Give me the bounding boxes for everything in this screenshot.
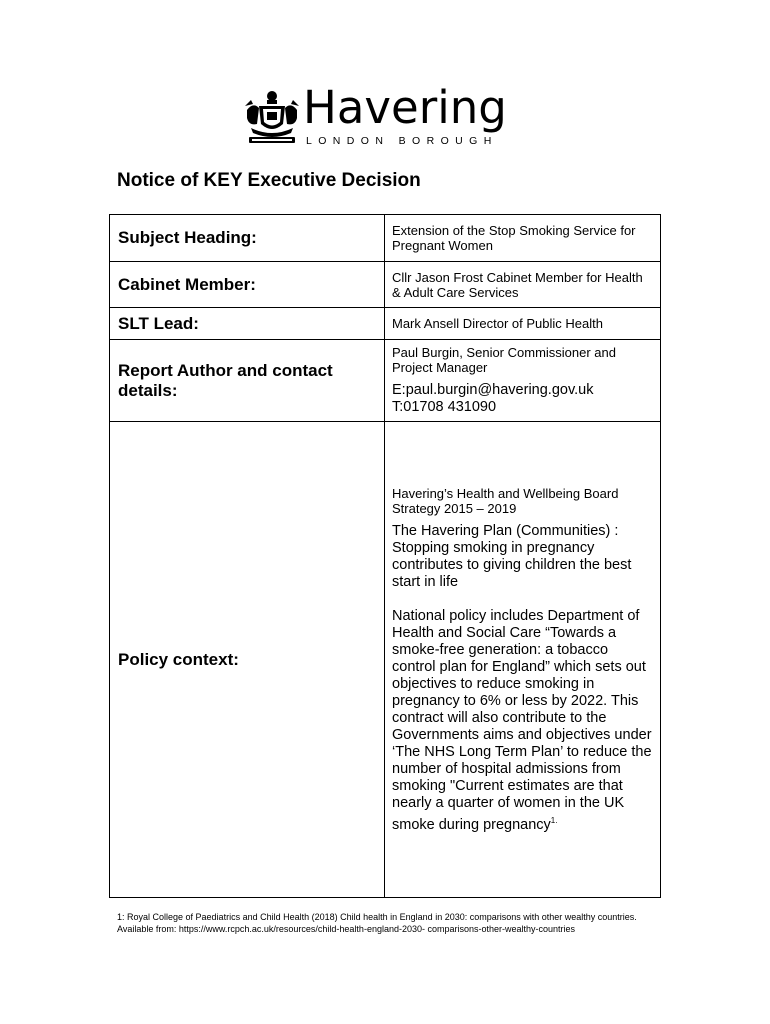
cabinet-member-label: Cabinet Member: — [110, 262, 385, 308]
slt-lead-value: Mark Ansell Director of Public Health — [385, 308, 661, 340]
brand-name: Havering — [303, 81, 507, 134]
policy-paragraph-1: Havering’s Health and Wellbeing Board Strategy 2015 – 2019 — [392, 485, 619, 516]
table-row — [110, 308, 661, 340]
policy-context-value — [385, 422, 661, 898]
policy-paragraph-3-text: National policy includes Department of Health and Social Care “Towards a smoke-free generation: a tobacco control plan for England” which sets out objectives to reduce smoking in pregnancy to 6% or less by 2022. This contract will also contribute to the Governments aims and objectives under ‘The NHS Long Term Plan’ to reduce the number of hospital admissions from smoking "Current estimates are that nearly a quarter of women in the UK smoke during pregnancy — [392, 607, 652, 833]
report-author-value — [385, 340, 661, 422]
havering-logo — [243, 81, 533, 152]
author-email: E:paul.burgin@havering.gov.uk — [392, 382, 594, 398]
policy-paragraph-3 — [392, 608, 653, 834]
policy-context-label: Policy context: — [110, 422, 385, 898]
footnote-reference: 1. — [550, 815, 558, 825]
subject-heading-label: Subject Heading: — [110, 215, 385, 262]
table-row — [110, 340, 661, 422]
cabinet-member-value: Cllr Jason Frost Cabinet Member for Health & Adult Care Services — [385, 262, 661, 308]
page-title: Notice of KEY Executive Decision — [117, 170, 421, 191]
report-author-label: Report Author and contact details: — [110, 340, 385, 422]
coat-of-arms-icon — [243, 88, 301, 150]
author-phone: T:01708 431090 — [392, 399, 497, 415]
slt-lead-label: SLT Lead: — [110, 308, 385, 340]
policy-paragraph-2: The Havering Plan (Communities) : Stopping smoking in pregnancy contributes to giving children the best start in life — [392, 522, 632, 590]
table-row — [110, 215, 661, 262]
brand-subtitle: LONDON BOROUGH — [306, 135, 498, 147]
author-name: Paul Burgin, Senior Commissioner and Project Manager — [392, 345, 616, 375]
decision-table — [109, 214, 661, 898]
table-row — [110, 262, 661, 308]
footnote: 1: Royal College of Paediatrics and Child Health (2018) Child health in England in 2030: comparisons with other wealthy countries. Available from: https://www.rcpch.ac.uk/resources/child-health-england-2030- comparisons-other-wealthy-countries — [117, 912, 637, 934]
subject-heading-value: Extension of the Stop Smoking Service for Pregnant Women — [385, 215, 661, 262]
table-row — [110, 422, 661, 898]
